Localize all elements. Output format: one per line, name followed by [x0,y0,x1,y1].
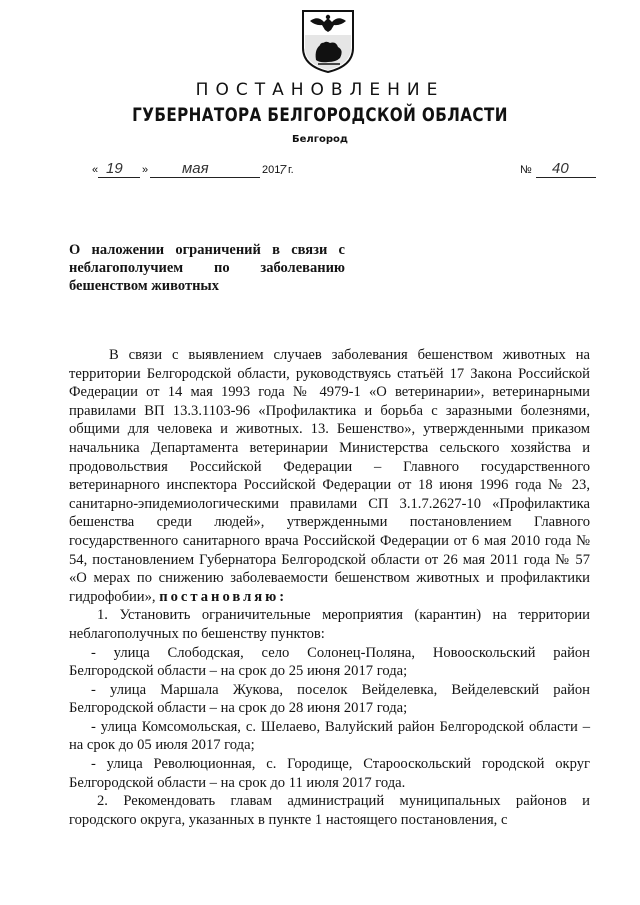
number-underline [536,177,596,178]
quarantine-list-item: - улица Комсомольская, с. Шелаево, Валуйский район Белгородской области – на срок до 05 июля 2017 года; [69,718,590,754]
subject-line: О наложении ограничений в связи с [69,242,345,258]
issuer-title: ГУБЕРНАТОРА БЕЛГОРОДСКОЙ ОБЛАСТИ [132,104,508,126]
date-year-prefix: 201 [262,164,281,176]
document-date [92,158,312,178]
coat-of-arms-icon [300,8,356,74]
document-title: ПОСТАНОВЛЕНИЕ [195,80,445,100]
document-subject [69,241,345,295]
day-underline [98,177,140,178]
intro-paragraph [69,346,590,606]
date-year-suffix: г. [288,164,294,176]
item-1-paragraph: 1. Установить ограничительные мероприятия (карантин) на территории неблагополучных по бешенству пунктов: [69,607,590,642]
intro-text: В связи с выявлением случаев заболевания бешенством животных на территории Белгородской области, руководствуясь статьёй 17 Закона Российской Федерации от 14 мая 1993 года № 4979-1 «О ветеринарии», ветеринарными правилами ВП 13.3.1103-96 «Профилактика и борьба с заразными болезнями, общими для человека и животных. 13. Бешенство», утвержденными приказом начальника Департамента ветеринарии Министерства сельского хозяйства и продовольствия Российской Федерации – Главного государственного ветеринарного инспектора Российской Федерации от 18 июня 1996 года № 23, санитарно-эпидемиологическими правилами СП 3.1.7.2627-10 «Профилактика бешенства среди людей», утвержденными постановлением Главного государственного санитарного врача Российской Федерации от 6 мая 2010 года № 54, постановлением Губернатора Белгородской области от 26 мая 2011 года № 57 «О мерах по снижению заболеваемости бешенством животных и профилактики гидрофобии», [69,347,590,605]
number-value: 40 [552,160,569,177]
month-underline [150,177,260,178]
date-day: 19 [106,160,123,177]
document-body [69,346,590,829]
resolve-word: постановляю: [159,588,288,605]
quarantine-list-item: - улица Революционная, с. Городище, Старооскольский городской округ Белгородской области – на срок до 11 июля 2017 года. [69,756,590,791]
close-quote-mark: » [142,164,149,176]
quarantine-list-item: - улица Маршала Жукова, поселок Вейделевка, Вейделевский район Белгородской области – на срок до 28 июня 2017 года; [69,681,590,717]
item-2-paragraph: 2. Рекомендовать главам администраций муниципальных районов и городского округа, указанных в пункте 1 настоящего постановления, с [69,793,590,828]
document-number [520,158,600,178]
city-name: Белгород [292,134,348,145]
date-year-digit: 7 [279,162,287,177]
subject-line: бешенством животных [69,278,219,294]
subject-line: неблагополучием по заболеванию [69,260,345,276]
date-month: мая [182,160,209,177]
quarantine-list-item: - улица Слободская, село Солонец-Поляна, Новооскольский район Белгородской области – на срок до 25 июня 2017 года; [69,644,590,680]
number-label: № [520,164,532,176]
open-quote-mark: « [92,164,99,176]
